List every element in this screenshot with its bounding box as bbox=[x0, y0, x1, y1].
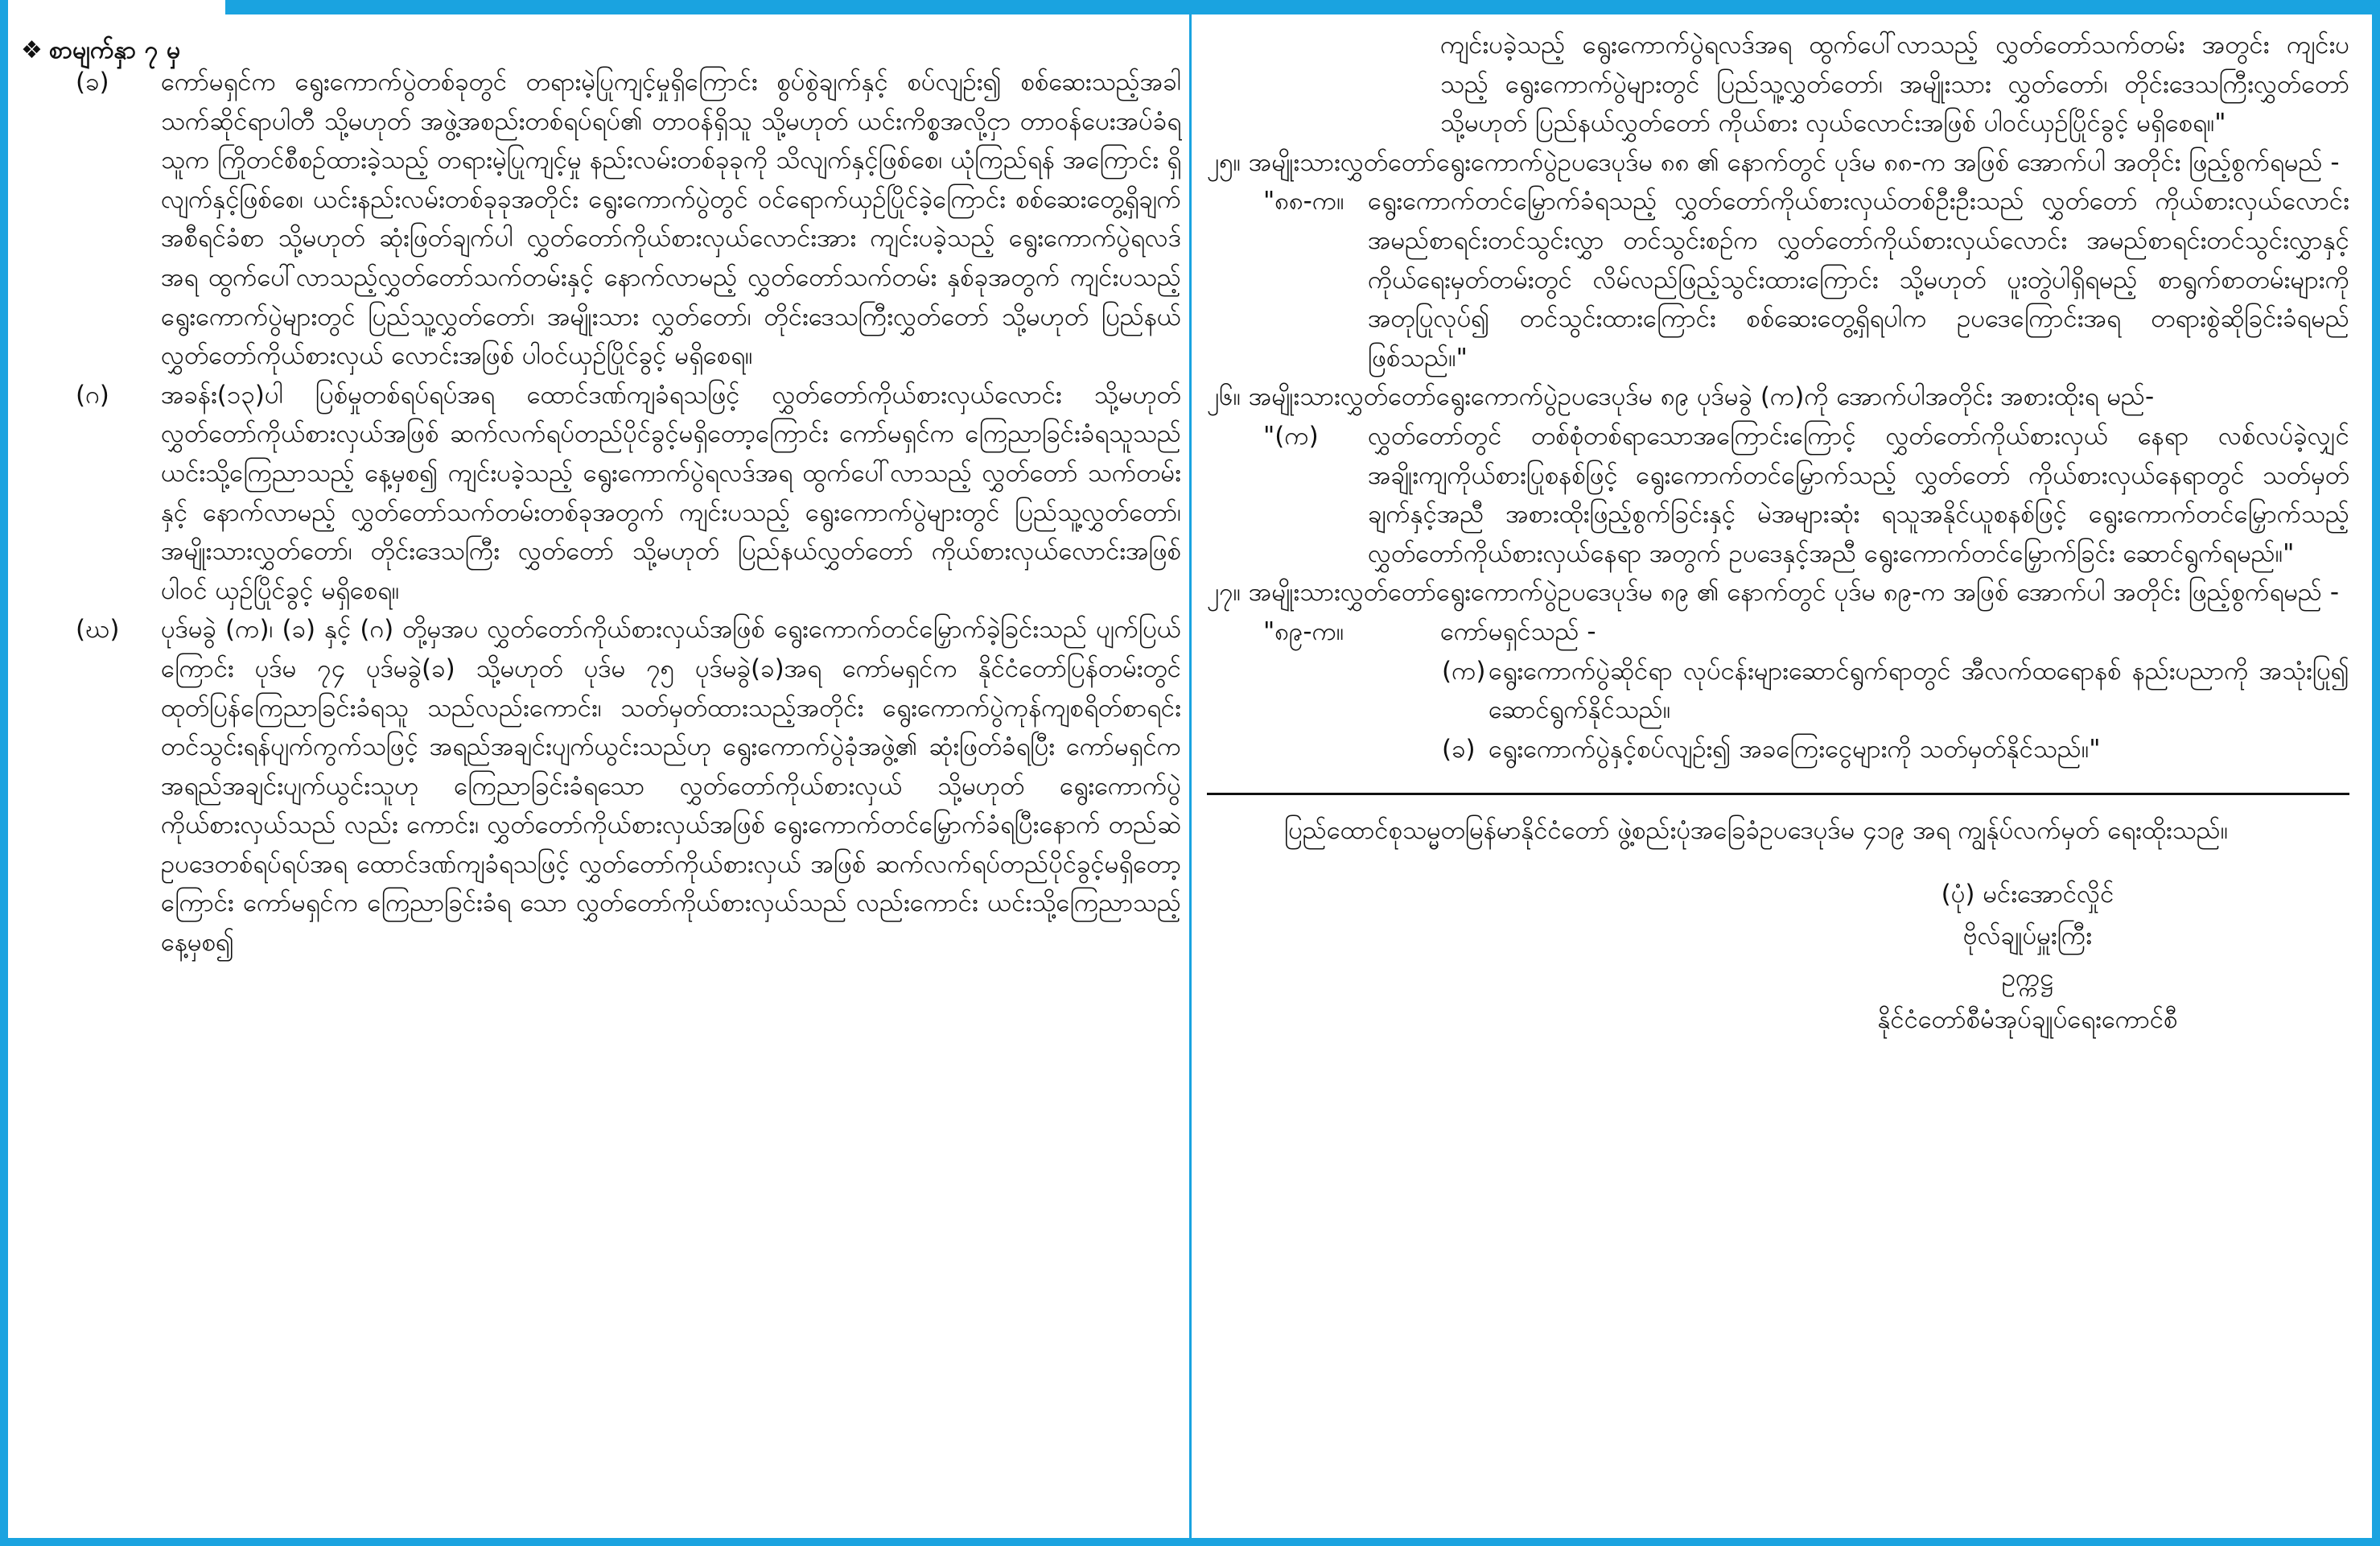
clause-gha bbox=[76, 610, 1181, 962]
column-divider bbox=[1189, 14, 1192, 1544]
quote-mark: "(က) bbox=[1263, 421, 1319, 451]
sub-item-mark: (ခ) bbox=[1442, 734, 1476, 764]
clause-text: အခန်း(၁၃)ပါ ပြစ်မှုတစ်ရပ်ရပ်အရ ထောင်ဒဏ်ကျခံရသဖြင့် လွှတ်တော်ကိုယ်စားလှယ်လောင်း သို့မဟုတ် လွှတ်တော်ကိုယ်စားလှယ်အဖြစ် ဆက်လက်ရပ်တည်ပိုင်ခွင့်မရှိတော့ကြောင်း ကော်မရှင်က ကြေညာခြင်းခံရသူသည် ယင်းသို့ကြေညာသည့် နေ့မှစ၍ ကျင်းပခဲ့သည့် ရွေးကောက်ပွဲရလဒ်အရ ထွက်ပေါ်လာသည့် လွှတ်တော် သက်တမ်းနှင့် နောက်လာမည့် လွှတ်တော်သက်တမ်းတစ်ခုအတွက် ကျင်းပသည့် ရွေးကောက်ပွဲများတွင် ပြည်သူ့လွှတ်တော်၊ အမျိုးသားလွှတ်တော်၊ တိုင်းဒေသကြီး လွှတ်တော် သို့မဟုတ် ပြည်နယ်လွှတ်တော် ကိုယ်စားလှယ်လောင်းအဖြစ် ပါဝင် ယှဉ်ပြိုင်ခွင့် မရှိစေရ။ bbox=[161, 380, 1181, 605]
section-88a-quote bbox=[1207, 182, 2349, 377]
diamond-bullet-icon: ❖ bbox=[21, 36, 43, 64]
section-27: ၂၇။ အမျိုးသားလွှတ်တော်ရွေးကောက်ပွဲဥပဒေပုဒ်မ ၈၉ ၏ နောက်တွင် ပုဒ်မ ၈၉-က အဖြစ် အောက်ပါ အတိုင်း ဖြည့်စွက်ရမည် - bbox=[1207, 578, 2340, 608]
right-border bbox=[2372, 0, 2380, 1546]
section-separator bbox=[1207, 793, 2349, 795]
sub-item-mark: (က) bbox=[1442, 656, 1486, 686]
quote-mark: "၈၈-က။ bbox=[1263, 187, 1344, 216]
quote-text: ရွေးကောက်တင်မြှောက်ခံရသည့် လွှတ်တော်ကိုယ်စားလှယ်တစ်ဦးဦးသည် လွှတ်တော် ကိုယ်စားလှယ်လောင်း အမည်စာရင်းတင်သွင်းလွှာ တင်သွင်းစဉ်က လွှတ်တော်ကိုယ်စားလှယ်လောင်း အမည်စာရင်းတင်သွင်းလွှာနှင့် ကိုယ်ရေးမှတ်တမ်းတွင် လိမ်လည်ဖြည့်သွင်းထားကြောင်း သို့မဟုတ် ပူးတွဲပါရှိရမည့် စာရွက်စာတမ်းများကို အတုပြုလုပ်၍ တင်သွင်းထားကြောင်း စစ်ဆေးတွေ့ရှိရပါက ဥပဒေကြောင်းအရ တရားစွဲဆိုခြင်းခံရမည်ဖြစ်သည်။" bbox=[1368, 187, 2349, 373]
sub-item-text: ရွေးကောက်ပွဲနှင့်စပ်လျဉ်း၍ အခကြေးငွေများကို သတ်မှတ်နိုင်သည်။" bbox=[1489, 734, 2101, 764]
sub-item-kha bbox=[1207, 730, 2349, 769]
signatory-name: (ပုံ) မင်းအောင်လှိုင် bbox=[1941, 879, 2114, 909]
section-25: ၂၅။ အမျိုးသားလွှတ်တော်ရွေးကောက်ပွဲဥပဒေပုဒ်မ ၈၈ ၏ နောက်တွင် ပုဒ်မ ၈၈-က အဖြစ် အောက်ပါ အတိုင်း ဖြည့်စွက်ရမည် - bbox=[1207, 147, 2340, 177]
sub-item-text: ရွေးကောက်ပွဲဆိုင်ရာ လုပ်ငန်းများဆောင်ရွက်ရာတွင် အီလက်ထရောနစ် နည်းပညာကို အသုံးပြု၍ ဆောင်ရွက်နိုင်သည်။ bbox=[1489, 656, 2349, 725]
left-border bbox=[0, 0, 8, 1546]
clause-text: ပုဒ်မခွဲ (က)၊ (ခ) နှင့် (ဂ) တို့မှအပ လွှတ်တော်ကိုယ်စားလှယ်အဖြစ် ရွေးကောက်တင်မြှောက်ခဲ့ခြင်းသည် ပျက်ပြယ်ကြောင်း ပုဒ်မ ၇၄ ပုဒ်မခွဲ(ခ) သို့မဟုတ် ပုဒ်မ ၇၅ ပုဒ်မခွဲ(ခ)အရ ကော်မရှင်က နိုင်ငံတော်ပြန်တမ်းတွင် ထုတ်ပြန်ကြေညာခြင်းခံရသူ သည်လည်းကောင်း၊ သတ်မှတ်ထားသည့်အတိုင်း ရွေးကောက်ပွဲကုန်ကျစရိတ်စာရင်း တင်သွင်းရန်ပျက်ကွက်သဖြင့် အရည်အချင်းပျက်ယွင်းသည်ဟု ရွေးကောက်ပွဲခုံအဖွဲ့၏ ဆုံးဖြတ်ခံရပြီး ကော်မရှင်က အရည်အချင်းပျက်ယွင်းသူဟု ကြေညာခြင်းခံရသော လွှတ်တော်ကိုယ်စားလှယ် သို့မဟုတ် ရွေးကောက်ပွဲကိုယ်စားလှယ်သည် လည်း ကောင်း၊ လွှတ်တော်ကိုယ်စားလှယ်အဖြစ် ရွေးကောက်တင်မြှောက်ခံရပြီးနောက် တည်ဆဲဥပဒေတစ်ရပ်ရပ်အရ ထောင်ဒဏ်ကျခံရသဖြင့် လွှတ်တော်ကိုယ်စားလှယ် အဖြစ် ဆက်လက်ရပ်တည်ပိုင်ခွင့်မရှိတော့ကြောင်း ကော်မရှင်က ကြေညာခြင်းခံရ သော လွှတ်တော်ကိုယ်စားလှယ်သည် လည်းကောင်း ယင်းသို့ကြေညာသည့်နေ့မှစ၍ bbox=[161, 615, 1181, 958]
clause-mark: (ဃ) bbox=[76, 615, 120, 645]
clause-kha bbox=[76, 63, 1181, 376]
clause-ga bbox=[76, 376, 1181, 611]
continued-clause-text: ကျင်းပခဲ့သည့် ရွေးကောက်ပွဲရလဒ်အရ ထွက်ပေါ်လာသည့် လွှတ်တော်သက်တမ်း အတွင်း ကျင်းပသည့် ရွေးကောက်ပွဲများတွင် ပြည်သူ့လွှတ်တော်၊ အမျိုးသား လွှတ်တော်၊ တိုင်းဒေသကြီးလွှတ်တော် သို့မဟုတ် ပြည်နယ်လွှတ်တော် ကိုယ်စား လှယ်လောင်းအဖြစ် ပါဝင်ယှဉ်ပြိုင်ခွင့် မရှိစေရ။" bbox=[1440, 31, 2349, 138]
signing-notice: ပြည်ထောင်စုသမ္မတမြန်မာနိုင်ငံတော် ဖွဲ့စည်းပုံအခြေခံဥပဒေပုဒ်မ ၄၁၉ အရ ကျွန်ုပ်လက်မှတ် ရေးထိုးသည်။ bbox=[1284, 816, 2229, 846]
section-89a-quote bbox=[1207, 417, 2349, 573]
signatory-council: နိုင်ငံတော်စီမံအုပ်ချုပ်ရေးကောင်စီ bbox=[1877, 1004, 2178, 1034]
quote-head-text: ကော်မရှင်သည် - bbox=[1440, 616, 1596, 646]
quote-text: လွှတ်တော်တွင် တစ်စုံတစ်ရာသောအကြောင်းကြောင့် လွှတ်တော်ကိုယ်စားလှယ် နေရာ လစ်လပ်ခဲ့လျှင် အချိုးကျကိုယ်စားပြုစနစ်ဖြင့် ရွေးကောက်တင်မြှောက်သည့် လွှတ်တော် ကိုယ်စားလှယ်နေရာတွင် သတ်မှတ်ချက်နှင့်အညီ အစားထိုးဖြည့်စွက်ခြင်းနှင့် မဲအများဆုံး ရသူအနိုင်ယူစနစ်ဖြင့် ရွေးကောက်တင်မြှောက်သည့် လွှတ်တော်ကိုယ်စားလှယ်နေရာ အတွက် ဥပဒေနှင့်အညီ ရွေးကောက်တင်မြှောက်ခြင်း ဆောင်ရွက်ရမည်။" bbox=[1368, 421, 2349, 568]
top-border bbox=[225, 0, 2380, 14]
signature-block bbox=[1786, 873, 2269, 1041]
sub-item-ka bbox=[1207, 652, 2349, 730]
signatory-rank: ဗိုလ်ချုပ်မှူးကြီး bbox=[1962, 921, 2093, 950]
clause-text: ကော်မရှင်က ရွေးကောက်ပွဲတစ်ခုတွင် တရားမဲ့ပြုကျင့်မှုရှိကြောင်း စွပ်စွဲချက်နှင့် စပ်လျဉ်း၍ စစ်ဆေးသည့်အခါ သက်ဆိုင်ရာပါတီ သို့မဟုတ် အဖွဲ့အစည်းတစ်ရပ်ရပ်၏ တာဝန်ရှိသူ သို့မဟုတ် ယင်းကိစ္စအလို့ငှာ တာဝန်ပေးအပ်ခံရသူက ကြိုတင်စီစဉ်ထားခဲ့သည့် တရားမဲ့ပြုကျင့်မှု နည်းလမ်းတစ်ခုခုကို သိလျက်နှင့်ဖြစ်စေ၊ ယုံကြည်ရန် အကြောင်း ရှိလျက်နှင့်ဖြစ်စေ၊ ယင်းနည်းလမ်းတစ်ခုခုအတိုင်း ရွေးကောက်ပွဲတွင် ဝင်ရောက်ယှဉ်ပြိုင်ခဲ့ကြောင်း စစ်ဆေးတွေ့ရှိချက် အစီရင်ခံစာ သို့မဟုတ် ဆုံးဖြတ်ချက်ပါ လွှတ်တော်ကိုယ်စားလှယ်လောင်းအား ကျင်းပခဲ့သည့် ရွေးကောက်ပွဲရလဒ်အရ ထွက်ပေါ်လာသည့်လွှတ်တော်သက်တမ်းနှင့် နောက်လာမည့် လွှတ်တော်သက်တမ်း နှစ်ခုအတွက် ကျင်းပသည့် ရွေးကောက်ပွဲများတွင် ပြည်သူ့လွှတ်တော်၊ အမျိုးသား လွှတ်တော်၊ တိုင်းဒေသကြီးလွှတ်တော် သို့မဟုတ် ပြည်နယ်လွှတ်တော်ကိုယ်စားလှယ် လောင်းအဖြစ် ပါဝင်ယှဉ်ပြိုင်ခွင့် မရှိစေရ။ bbox=[161, 68, 1181, 371]
continued-text: စာမျက်နှာ ၇ မှ bbox=[48, 36, 181, 64]
quote-mark: "၈၉-က။ bbox=[1263, 616, 1344, 646]
clause-mark: (ဂ) bbox=[76, 380, 109, 410]
right-column bbox=[1207, 26, 2349, 1041]
section-89-ka-quote bbox=[1207, 612, 2349, 652]
clause-mark: (ခ) bbox=[76, 68, 109, 97]
section-26: ၂၆။ အမျိုးသားလွှတ်တော်ရွေးကောက်ပွဲဥပဒေပုဒ်မ ၈၉ ပုဒ်မခွဲ (က)ကို အောက်ပါအတိုင်း အစားထိုးရ မည်- bbox=[1207, 382, 2155, 412]
left-column bbox=[76, 63, 1181, 963]
signatory-position: ဥက္ကဋ္ဌ bbox=[2001, 963, 2054, 992]
